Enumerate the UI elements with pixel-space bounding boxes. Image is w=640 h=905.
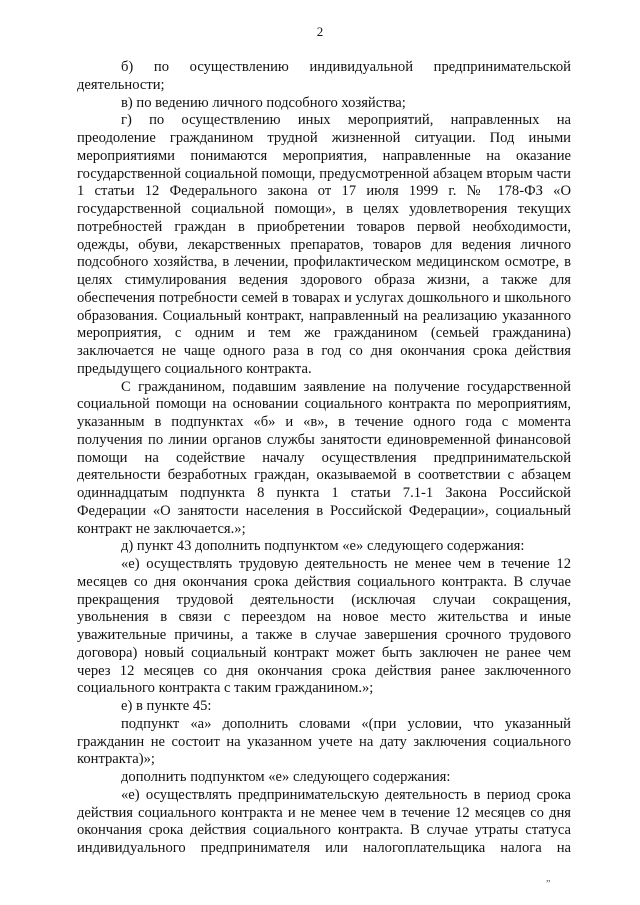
paragraph-restriction: С гражданином, подавшим заявление на получение государственной социальной помощи на основании социального контракта по мероприятиям, указанным в подпунктах «б» и «в», в течение одного года с момента получения по линии органов службы занятости единовременной финансовой помощи на содействие началу осуществления предпринимательской деятельности безработных граждан, оказываемой в соответствии с абзацем одиннадцатым подпункта 8 пункта 1 статьи 7.1-1 Закона Российской Федерации «О занятости населения в Российской Федерации», социальный контракт не заключается.»;: [77, 378, 571, 537]
paragraph-e-labor: «е) осуществлять трудовую деятельность не менее чем в течение 12 месяцев со дня окончания срока действия социального контракта. В случае прекращения трудовой деятельности (исключая случаи сокращения, увольнения в связи с переездом на новое место жительства и иные уважительные причины, а также в случае завершения срочного трудового договора) новый социальный контракт может быть заключен не ранее чем через 12 месяцев со дня окончания срока действия ранее заключенного социального контракта с таким гражданином.»;: [77, 556, 571, 697]
footer-mark: „: [546, 873, 551, 884]
paragraph-d: д) пункт 43 дополнить подпунктом «е» следующего содержания:: [121, 538, 525, 555]
paragraph-b: б) по осуществлению индивидуальной предпринимательской деятельности;: [77, 59, 571, 93]
document-body: [77, 59, 571, 858]
page-number: 2: [316, 24, 324, 39]
paragraph-add-subpoint-e: дополнить подпунктом «е» следующего содержания:: [121, 769, 451, 785]
paragraph-subpoint-a: подпункт «а» дополнить словами «(при условии, что указанный гражданин не состоит на указанном учете на дату заключения социального контракта)»;: [77, 715, 571, 768]
paragraph-v: в) по ведению личного подсобного хозяйства;: [121, 94, 406, 111]
paragraph-e-business: «е) осуществлять предпринимательскую деятельность в период срока действия социального контракта и не менее чем в течение 12 месяцев со дня окончания срока действия социального контракта. В случае утраты статуса индивидуального предпринимателя или налогоплательщика налога на: [77, 786, 571, 856]
paragraph-g: г) по осуществлению иных мероприятий, направленных на преодоление гражданином трудной жизненной ситуации. Под иными мероприятиями понимаются мероприятия, направленные на оказание государственной социальной помощи, предусмотренной абзацем вторым части 1 статьи 12 Федерального закона от 17 июля 1999 г. № 178-ФЗ «О государственной социальной помощи», в целях удовлетворения текущих потребностей граждан в приобретении товаров первой необходимости, одежды, обуви, лекарственных препаратов, товаров для ведения личного подсобного хозяйства, в лечении, профилактическом медицинском осмотре, в целях стимулирования ведения здорового образа жизни, а также для обеспечения потребности семей в товарах и услугах дошкольного и школьного образования. Социальный контракт, направленный на реализацию указанного мероприятия, с одним и тем же гражданином (семьей гражданина) заключается не чаще одного раза в год со дня окончания срока действия предыдущего социального контракта.: [77, 112, 571, 377]
paragraph-e: е) в пункте 45:: [121, 698, 212, 714]
